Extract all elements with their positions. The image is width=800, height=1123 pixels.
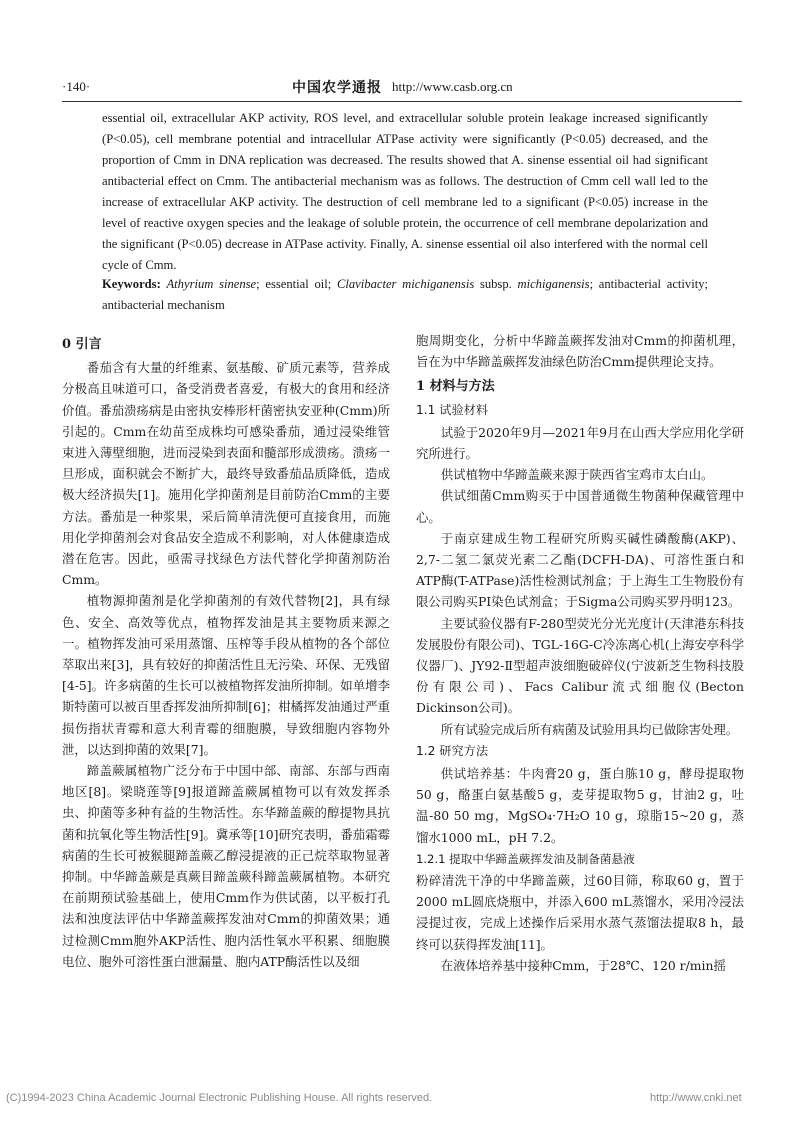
header-rule — [62, 101, 742, 102]
left-column — [62, 330, 390, 972]
keywords — [102, 274, 708, 316]
keyword-sep: ; essential oil; — [256, 277, 337, 291]
intro-paragraph-continued: 胞周期变化，分析中华蹄盖蕨挥发油对Cmm的抑菌机理，旨在为中华蹄盖蕨挥发油绿色防治Cmm提供理论支持。 — [416, 333, 744, 370]
keyword-rest: ; antibacterial activity; antibacterial mechanism — [102, 277, 708, 312]
right-column — [416, 330, 744, 976]
keywords-label: Keywords: — [102, 277, 161, 291]
paragraph-instrument: 主要试验仪器有F-280型荧光分光光度计(天津港东科技发展股份有限公司)、TGL-16G-C冷冻离心机(上海安亭科学仪器厂)、JY92-Ⅱ型超声波细胞破碎仪(宁波新芝生物科技股份有限公司)、Facs Calibur流式细胞仪(Becton Dickinson公司)。 — [416, 615, 744, 716]
abstract-text: essential oil, extracellular AKP activity, ROS level, and extracellular soluble protein leakage increased significantly (P<0.05), cell membrane potential and intracellular ATPase activity were significantly (P<0.05) decreased, and the proportion of Cmm in DNA replication was decreased. The results showed that A. sinense essential oil had significant antibacterial effect on Cmm. The antibacterial mechanism was as follows. The destruction of Cmm cell wall led to the increase of extracellular AKP activity. The destruction of cell membrane led to a significant (P<0.05) increase in the level of reactive oxygen species and the leakage of soluble protein, the occurrence of cell membrane depolarization and the significant (P<0.05) decrease in ATPase activity. Finally, A. sinense essential oil also interfered with the normal cell cycle of Cmm. — [102, 111, 708, 272]
keyword-species: Athyrium sinense — [166, 277, 257, 291]
paragraph-culture: 在液体培养基中接种Cmm，于28℃、120 r/min摇 — [440, 957, 726, 973]
paragraph-time: 试验于2020年9月—2021年9月在山西大学应用化学研究所进行。 — [416, 424, 744, 462]
intro-paragraph-3: 蹄盖蕨属植物广泛分布于中国中部、南部、东部与西南地区[8]。梁晓莲等[9]报道蹄盖蕨属植物可以有效发挥杀虫、抑菌等多种有益的生物活性。东华蹄盖蕨的醇提物具抗菌和抗氧化等生物活性[9]。冀承等[10]研究表明，番茄霜霉病菌的生长可被猴腿蹄盖蕨乙醇浸提液的正己烷萃取物显著抑制。中华蹄盖蕨是真蕨目蹄盖蕨科蹄盖蕨属植物。本研究在前期预试验基础上，使用Cmm作为供试菌，以平板打孔法和浊度法评估中华蹄盖蕨挥发油对Cmm的抑菌效果；通过检测Cmm胞外AKP活性、胞内活性氧水平积累、细胞膜电位、胞外可溶性蛋白泄漏量、胞内ATP酶活性以及细 — [62, 763, 390, 969]
intro-heading: 0 引言 — [62, 337, 102, 352]
intro-paragraph-1: 番茄含有大量的纤维素、氨基酸、矿质元素等，营养成分极高且味道可口，备受消费者喜爱，有极大的食用和经济价值。番茄溃疡病是由密执安棒形杆菌密执安亚种(Cmm)所引起的。Cmm在幼苗至成株均可感染番茄，通过浸染维管束进入薄壁细胞，进而浸染到表面和髓部形成溃疡。溃疡一旦形成，面积就会不断扩大，最终导致番茄品质降低，造成极大经济损失[1]。施用化学抑菌剂是目前防治Cmm的主要方法。番茄是一种浆果，采后简单清洗便可直接食用，而施用化学抑菌剂会对食品安全造成不利影响，对人体健康造成潜在危害。因此，亟需寻找绿色方法代替化学抑菌剂防治Cmm。 — [62, 360, 390, 588]
materials-heading: 1.1 试验材料 — [416, 402, 489, 417]
cnki-link[interactable]: http://www.cnki.net — [650, 1092, 742, 1104]
materials-methods-heading: 1 材料与方法 — [416, 379, 495, 395]
subsection-extract-heading: 1.2.1 提取中华蹄盖蕨挥发油及制备菌悬液 — [416, 851, 635, 866]
journal-url[interactable]: http://www.casb.org.cn — [392, 79, 513, 94]
journal-title: 中国农学通报 — [292, 80, 382, 96]
paragraph-medium: 供试培养基：牛肉膏20 g，蛋白胨10 g，酵母提取物50 g，酪蛋白氨基酸5 g，麦芽提取物5 g，甘油2 g，吐温-80 50 mg，MgSO₄·7H₂O 10 g，琼脂15~20 g，蒸馏水1000 mL，pH 7.2。 — [416, 766, 744, 845]
keyword-subsp: subsp. — [474, 277, 518, 291]
keyword-bacterium: Clavibacter michiganensis — [336, 277, 475, 291]
page-number: ·140· — [62, 79, 91, 94]
keyword-subspecies: michiganensis — [517, 277, 590, 291]
methods-heading: 1.2 研究方法 — [416, 743, 489, 758]
paragraph-extract-body: 粉碎清洗干净的中华蹄盖蕨，过60目筛，称取60 g，置于2000 mL圆底烧瓶中，并添入600 mL蒸馏水，采用冷浸法浸提过夜，完成上述操作后采用水蒸气蒸馏法提取8 h，最终可以获得挥发油[11]。 — [416, 873, 744, 952]
page-header — [62, 76, 742, 98]
copyright-notice: (C)1994-2023 China Academic Journal Electronic Publishing House. All rights reserved. — [6, 1092, 433, 1104]
paragraph-disposal: 所有试验完成后所有病菌及试验用具均已做除害处理。 — [440, 721, 739, 737]
page-footer — [0, 1092, 800, 1112]
intro-paragraph-2: 植物源抑菌剂是化学抑菌剂的有效代替物[2]，具有绿色、安全、高效等优点，植物挥发油是其主要物质来源之一。植物挥发油可采用蒸馏、压榨等手段从植物的各个部位萃取出来[3]，具有较好的抑菌活性且无污染、环保、无残留[4-5]。许多病菌的生长可以被植物挥发油所抑制。如单增李斯特菌可以被百里香挥发油所抑制[6]；柑橘挥发油通过严重损伤指状青霉和意大利青霉的细胞膜，导致细胞内容物外泄，以达到抑菌的效果[7]。 — [62, 593, 390, 757]
paragraph-strain: 供试细菌Cmm购买于中国普通微生物菌种保藏管理中心。 — [416, 488, 744, 525]
paragraph-reagent: 于南京建成生物工程研究所购买碱性磷酸酶(AKP)、2,7-二氢二氯荧光素二乙酯(DCFH-DA)、可溶性蛋白和ATP酶(T-ATPase)活性检测试剂盒；于上海生工生物股份有限公司购买PI染色试剂盒；于Sigma公司购买罗丹明123。 — [416, 530, 744, 610]
paragraph-plant: 供试植物中华蹄盖蕨来源于陕西省宝鸡市太白山。 — [440, 467, 714, 483]
